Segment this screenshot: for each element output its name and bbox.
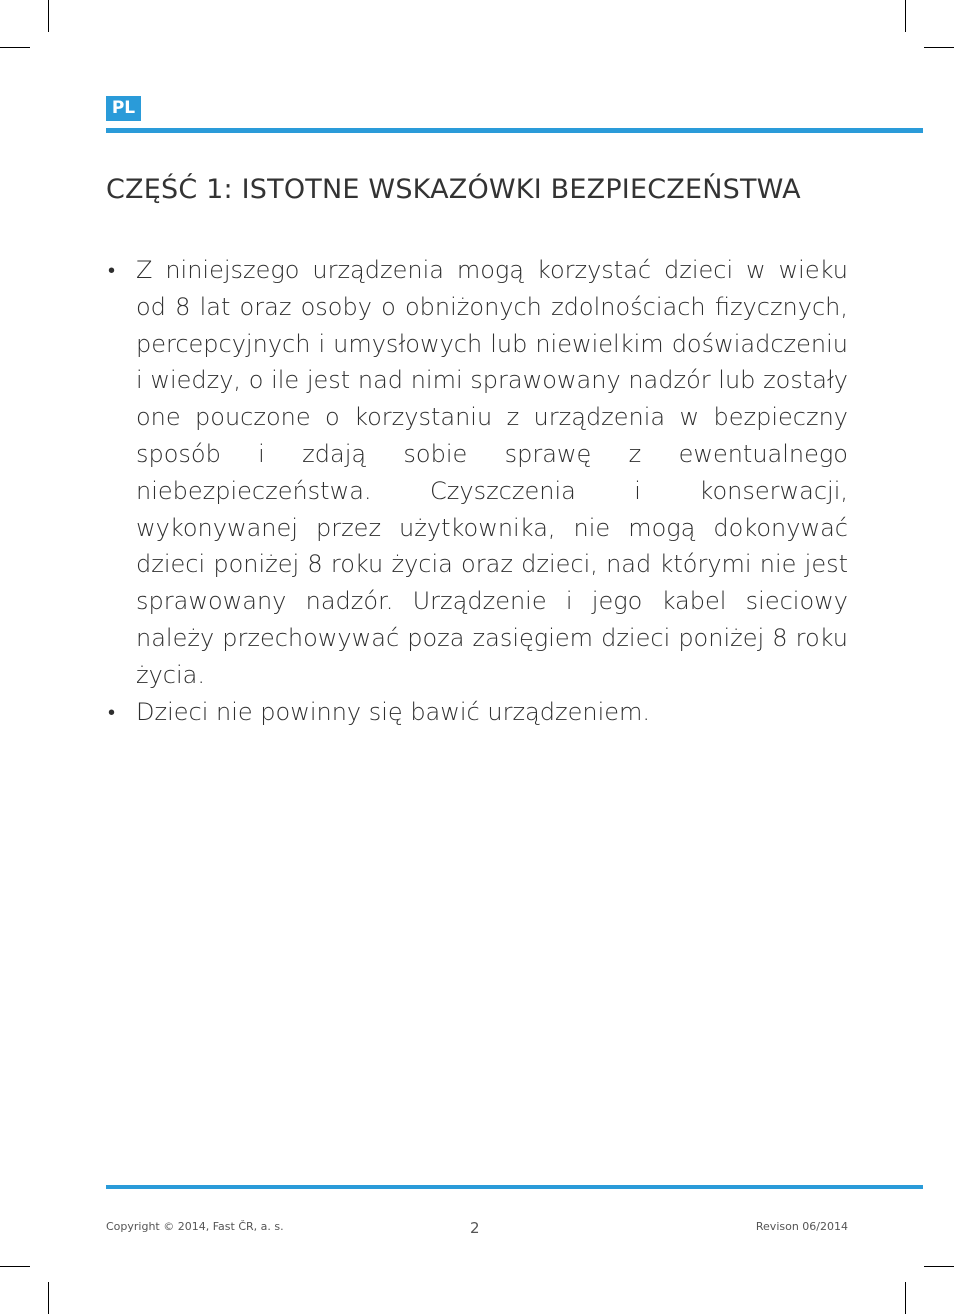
bullet-icon: • <box>108 258 116 282</box>
crop-mark-top-left-vertical <box>48 0 49 32</box>
revision-text: Revison 06/2014 <box>755 1220 848 1233</box>
crop-mark-bottom-right-horizontal <box>924 1266 954 1267</box>
crop-mark-bottom-left-vertical <box>48 1282 49 1314</box>
crop-mark-top-left-horizontal <box>0 47 30 48</box>
crop-mark-top-right-horizontal <box>924 47 954 48</box>
list-item <box>106 252 848 694</box>
list-item-text: Z niniejszego urządzenia mogą korzystać dzieci w wieku od 8 lat oraz osoby o obniżonych zdolnościach fizycznych, percepcyjnych i umysłowych lub niewielkim doświadczeniu i wiedzy, o ile jest nad nimi sprawowany nadzór lub zostały one pouczone o korzystaniu z urządzenia w bezpieczny sposób i zdają sobie sprawę z ewentualnego niebezpieczeństwa. Czyszczenia i konserwacji, wykonywanej przez użytkownika, nie mogą dokonywać dzieci poniżej 8 roku życia oraz dzieci, nad którymi nie jest sprawowany nadzór. Urządzenie i jego kabel sieciowy należy przechowywać poza zasięgiem dzieci poniżej 8 roku życia. <box>136 256 848 689</box>
copyright-text: Copyright © 2014, Fast ČR, a. s. <box>106 1220 284 1233</box>
list-item-text: Dzieci nie powinny się bawić urządzeniem. <box>136 697 651 726</box>
safety-instructions-list <box>106 252 848 730</box>
header-rule <box>106 128 923 133</box>
crop-mark-bottom-right-vertical <box>905 1282 906 1314</box>
footer-rule <box>106 1185 923 1189</box>
list-item <box>106 694 848 731</box>
crop-mark-bottom-left-horizontal <box>0 1266 30 1267</box>
crop-mark-top-right-vertical <box>905 0 906 32</box>
language-badge: PL <box>106 96 141 121</box>
bullet-icon: • <box>108 699 116 724</box>
page-number: 2 <box>470 1219 480 1237</box>
section-title: CZĘŚĆ 1: ISTOTNE WSKAZÓWKI BEZPIECZEŃSTWA <box>106 174 801 205</box>
